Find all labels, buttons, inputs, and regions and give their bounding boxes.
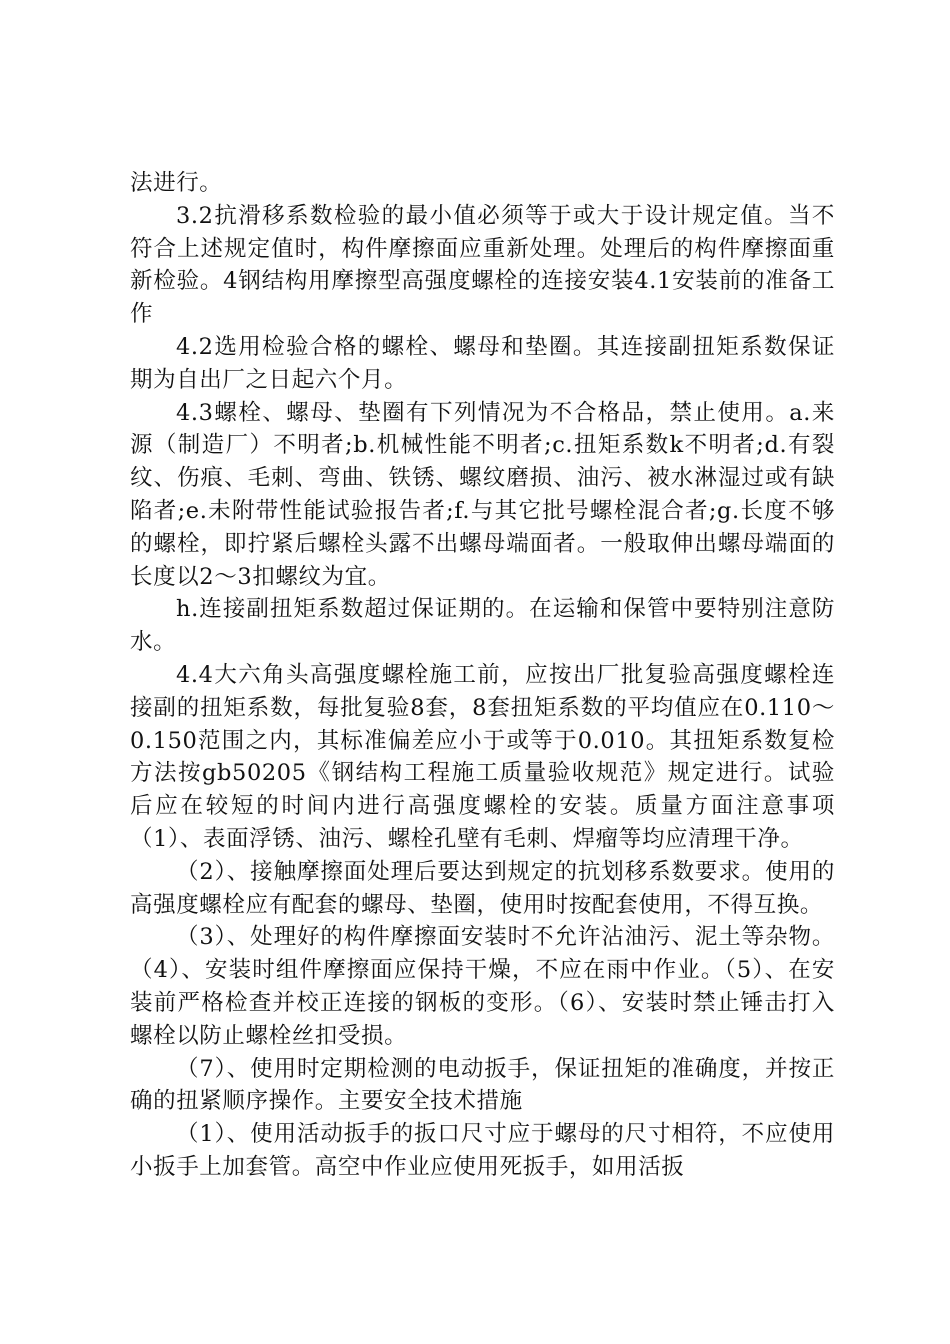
paragraph-4: 4.3螺栓、螺母、垫圈有下列情况为不合格品，禁止使用。a.来源（制造厂）不明者;b.机械性能不明者;c.扭矩系数k不明者;d.有裂纹、伤痕、毛刺、弯曲、铁锈、螺纹磨损、油污、被水淋湿过或有缺陷者;e.未附带性能试验报告者;f.与其它批号螺栓混合者;g.长度不够的螺栓，即拧紧后螺栓头露不出螺母端面者。一般取伸出螺母端面的长度以2～3扣螺纹为宜。: [130, 399, 835, 590]
paragraph-9: （7）、使用时定期检测的电动扳手，保证扭矩的准确度，并按正确的扭紧顺序操作。主要安全技术措施: [130, 1055, 835, 1115]
paragraph-5: h.连接副扭矩系数超过保证期的。在运输和保管中要特别注意防水。: [130, 596, 835, 656]
paragraph-8: （3）、处理好的构件摩擦面安装时不允许沾油污、泥土等杂物。（4）、安装时组件摩擦面应保持干燥，不应在雨中作业。（5）、在安装前严格检查并校正连接的钢板的变形。（6）、安装时禁止锤击打入螺栓以防止螺栓丝扣受损。: [130, 924, 835, 1049]
paragraph-2: 3.2抗滑移系数检验的最小值必须等于或大于设计规定值。当不符合上述规定值时，构件摩擦面应重新处理。处理后的构件摩擦面重新检验。4钢结构用摩擦型高强度螺栓的连接安装4.1安装前的准备工作: [130, 202, 835, 328]
paragraph-6: 4.4大六角头高强度螺栓施工前，应按出厂批复验高强度螺栓连接副的扭矩系数，每批复验8套，8套扭矩系数的平均值应在0.110～0.150范围之内，其标准偏差应小于或等于0.010。其扭矩系数复检方法按gb50205《钢结构工程施工质量验收规范》规定进行。试验后应在较短的时间内进行高强度螺栓的安装。质量方面注意事项（1）、表面浮锈、油污、螺栓孔壁有毛刺、焊瘤等均应清理干净。: [130, 661, 835, 852]
paragraph-1: 法进行。: [130, 170, 223, 196]
paragraph-7: （2）、接触摩擦面处理后要达到规定的抗划移系数要求。使用的高强度螺栓应有配套的螺母、垫圈，使用时按配套使用，不得互换。: [130, 858, 835, 918]
document-page: [130, 167, 835, 1184]
paragraph-3: 4.2选用检验合格的螺栓、螺母和垫圈。其连接副扭矩系数保证期为自出厂之日起六个月。: [130, 333, 835, 393]
paragraph-10: （1）、使用活动扳手的扳口尺寸应于螺母的尺寸相符，不应使用小扳手上加套管。高空中作业应使用死扳手，如用活扳: [130, 1121, 835, 1180]
